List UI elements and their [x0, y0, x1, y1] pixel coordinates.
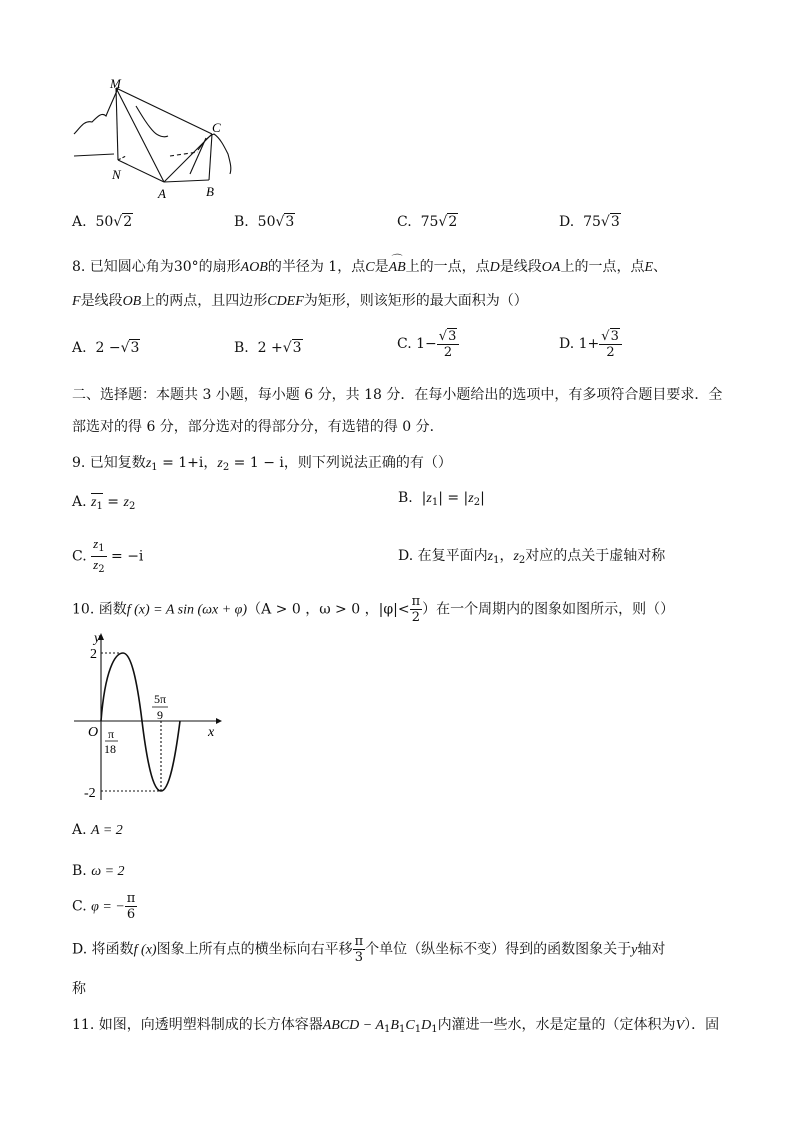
tick2-den: 9 [157, 708, 163, 722]
q10-stem: 10. 函数f (x) = A sin (ωx + φ)（A > 0 ，ω > 0 ，|φ|< $\frac{\pi}{2}$ ）在一个周期内的图象如图所示，则（） [72, 594, 675, 625]
sine-curve [101, 653, 180, 791]
q10-option-d[interactable]: D. 将函数f (x)图象上所有点的横坐标向右平移 $\frac{\pi}{3}$ 个单位（纵坐标不变）得到的函数图象关于y轴对 [72, 934, 666, 965]
ymax-label: 2 [90, 647, 97, 662]
label-N: N [112, 167, 121, 182]
ymin-label: -2 [84, 786, 96, 801]
q9-option-d[interactable]: D. 在复平面内$z_1$，$z_2$对应的点关于虚轴对称 [398, 548, 666, 566]
q10-option-b[interactable]: B. ω = 2 [72, 863, 125, 879]
label-C: C [212, 120, 221, 135]
q7-option-c[interactable]: C. 75√2 [397, 214, 458, 230]
origin-label: O [88, 725, 99, 740]
q9-option-b[interactable]: B. $|z_1| = |z_2|$ [398, 490, 485, 508]
q8-stem-line2: F是线段OB上的两点，且四边形CDEF为矩形，则该矩形的最大面积为（） [72, 293, 528, 309]
q9-option-a[interactable]: A. $z_1 = z_2$ [72, 494, 136, 512]
x-label: x [208, 725, 215, 740]
q8-option-a[interactable]: A. 2 −√3 [72, 340, 140, 356]
q10-option-a[interactable]: A. A = 2 [72, 822, 123, 838]
q8-option-d[interactable]: D. 1+ $\frac{√3}{2}$ [559, 328, 622, 360]
section2-line2: 部选对的得 6 分，部分选对的得部分分，有选错的得 0 分． [72, 419, 444, 435]
q9-option-c[interactable]: C. $\frac{z_1}{z_2}$ = −i [72, 536, 144, 575]
q8-stem-line1: 8. 已知圆心角为30°的扇形AOB的半径为 1，点C是⌒ AB上的一点，点D是线段OA上的一点，点E、 [72, 256, 667, 276]
q10-option-c[interactable]: C. φ = − $\frac{\pi}{6}$ [72, 891, 136, 922]
q7-option-a[interactable]: A. 50√2 [72, 214, 133, 230]
label-B: B [206, 184, 214, 199]
q11-stem: 11. 如图，向透明塑料制成的长方体容器ABCD − $A_1B_1C_1D_1$内灌进一些水，水是定量的（定体积为V）．固 [72, 1017, 720, 1035]
q8-option-b[interactable]: B. 2 +√3 [234, 340, 302, 356]
q9-stem: 9. 已知复数$z_1 = 1+i$，$z_2 = 1 - i$，则下列说法正确的有（） [72, 455, 452, 473]
section2-line1: 二、选择题：本题共 3 小题，每小题 6 分，共 18 分．在每小题给出的选项中，有多项符合题目要求．全 [72, 387, 723, 403]
x-axis-arrow [216, 718, 222, 724]
tick1-num: π [108, 727, 115, 741]
tick1-den: 18 [104, 742, 116, 756]
mountain-figure [70, 76, 250, 202]
label-A: A [158, 186, 166, 201]
sine-graph [70, 630, 230, 805]
q10-option-d-cont: 称 [72, 981, 86, 997]
q7-option-b[interactable]: B. 50√3 [234, 214, 295, 230]
q7-option-d[interactable]: D. 75√3 [559, 214, 620, 230]
y-label: y [94, 631, 101, 646]
q8-option-c[interactable]: C. 1− $\frac{√3}{2}$ [397, 328, 459, 360]
tick2-num: 5π [154, 692, 167, 706]
label-M: M [110, 76, 121, 91]
